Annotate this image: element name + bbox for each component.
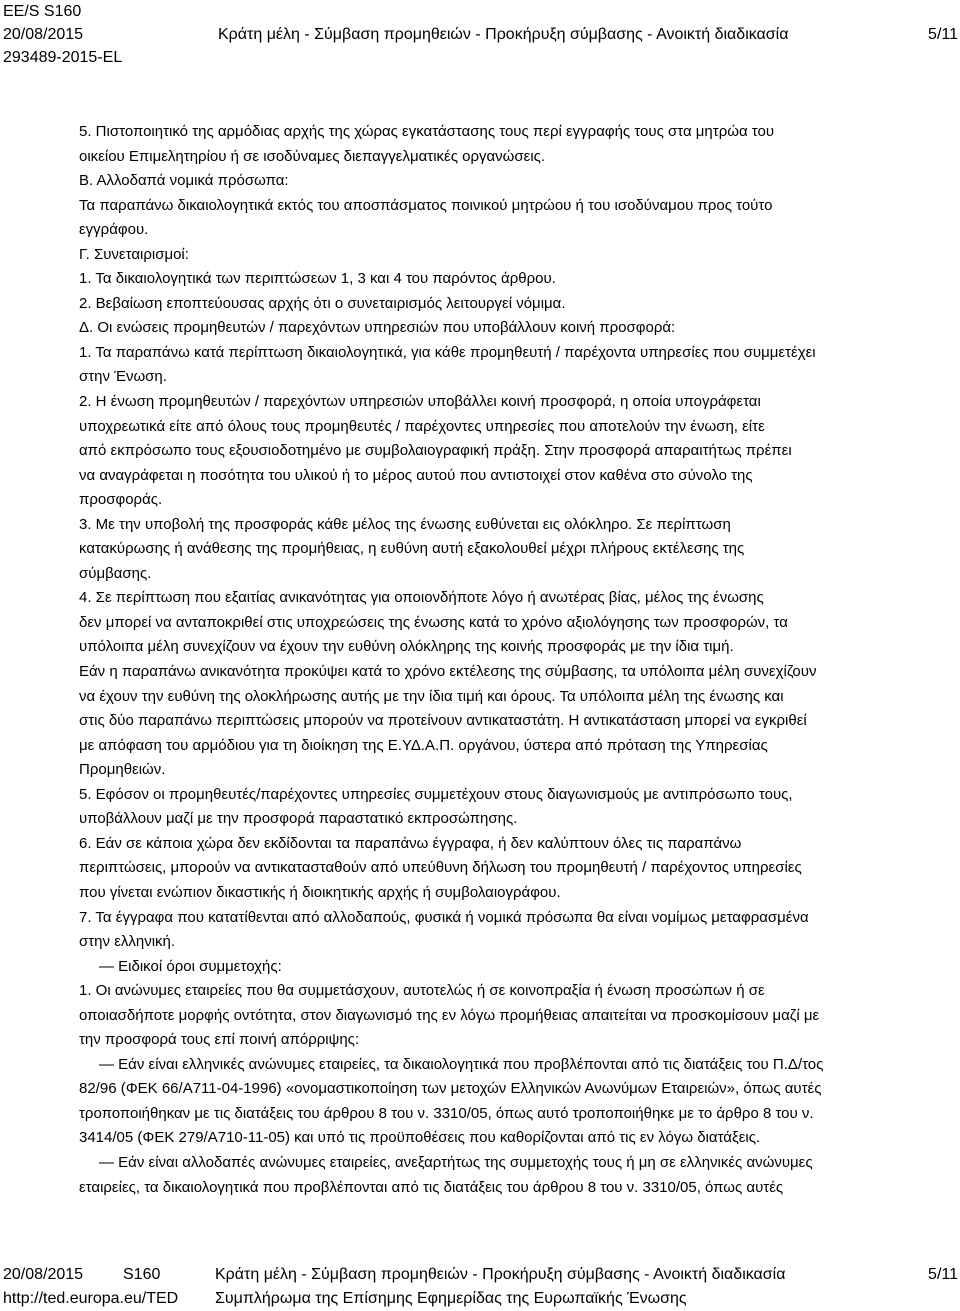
text-line: Δ. Οι ενώσεις προμηθευτών / παρεχόντων υπηρεσιών που υποβάλλουν κοινή προσφορά:: [79, 319, 676, 337]
dash-item-1-first-line: — Εάν είναι ελληνικές ανώνυμες εταιρείες, τα δικαιολογητικά που προβλέπονται από τις διατάξεις του Π.Δ/τος: [99, 1055, 824, 1073]
text-line: να έχουν την ευθύνη της ολοκλήρωσης αυτής με την ίδια τιμή και όρους. Τα υπόλοιπα μέλη της ένωσης και: [79, 687, 784, 705]
text-line: από εκπρόσωπο τους εξουσιοδοτημένο με συμβολαιογραφική πράξη. Στην προσφορά απαραιτήτως πρέπει: [79, 442, 792, 460]
text-line: υποβάλλουν μαζί με την προσφορά παραστατικό εκπροσώπησης.: [79, 810, 518, 828]
text-line: Γ. Συνεταιρισμοί:: [79, 245, 189, 263]
text-line: περιπτώσεις, μπορούν να αντικατασταθούν από υπεύθυνη δήλωση του προμηθευτή / παρέχοντος υπηρεσίες: [79, 859, 802, 877]
dash-item-2-rest: [79, 1176, 957, 1201]
header-page: 5/11: [928, 26, 958, 43]
text-line: 3414/05 (ΦΕΚ 279/Α710-11-05) και υπό τις προϋποθέσεις που καθορίζονται από τις εν λόγω διατάξεις.: [79, 1129, 761, 1147]
text-line: 2. Η ένωση προμηθευτών / παρεχόντων υπηρεσιών υποβάλλει κοινή προσφορά, η οποία υπογράφεται: [79, 393, 761, 411]
document-body: [79, 120, 957, 1200]
text-line: 4. Σε περίπτωση που εξαιτίας ανικανότητας για οποιονδήποτε λόγο ή ανωτέρας βίας, μέλος της ένωσης: [79, 589, 764, 607]
text-line: οποιασδήποτε μορφής οντότητα, στον διαγωνισμό της εν λόγω προμήθειας απαιτείται να προσκομίσουν μαζί με: [79, 1006, 820, 1024]
text-line: 2. Βεβαίωση εποπτεύουσας αρχής ότι ο συνεταιρισμός λειτουργεί νόμιμα.: [79, 294, 566, 312]
subheading: — Ειδικοί όροι συμμετοχής:: [99, 957, 282, 975]
text-line: τροποποιήθηκαν με τις διατάξεις του άρθρου 8 του ν. 3310/05, όπως αυτό τροποποιήθηκε με το άρθρο 8 του ν.: [79, 1104, 814, 1122]
header-ref: 293489-2015-EL: [3, 49, 123, 66]
footer-url[interactable]: http://ted.europa.eu/TED: [3, 1290, 179, 1307]
text-line: στην Ένωση.: [79, 368, 167, 386]
text-line: 7. Τα έγγραφα που κατατίθενται από αλλοδαπούς, φυσικά ή νομικά πρόσωπα θα είναι νομίμως μεταφρασμένα: [79, 908, 809, 926]
dash-item-2-first-line: — Εάν είναι αλλοδαπές ανώνυμες εταιρείες, ανεξαρτήτως της συμμετοχής τους ή μη σε ελληνικές ανώνυμες: [99, 1153, 813, 1171]
text-line: 1. Τα παραπάνω κατά περίπτωση δικαιολογητικά, για κάθε προμηθευτή / παρέχοντα υπηρεσίες που συμμετέχει: [79, 343, 816, 361]
text-line: Εάν η παραπάνω ανικανότητα προκύψει κατά το χρόνο εκτέλεσης της σύμβασης, τα υπόλοιπα μέλη συνεχίζουν: [79, 663, 817, 681]
text-line: Β. Αλλοδαπά νομικά πρόσωπα:: [79, 172, 289, 190]
text-line: 5. Εφόσον οι προμηθευτές/παρέχοντες υπηρεσίες συμμετέχουν στους διαγωνισμούς με αντιπρόσωπο τους,: [79, 785, 793, 803]
text-line: 1. Τα δικαιολογητικά των περιπτώσεων 1, 3 και 4 του παρόντος άρθρου.: [79, 270, 556, 288]
footer-title: Κράτη μέλη - Σύμβαση προμηθειών - Προκήρυξη σύμβασης - Ανοικτή διαδικασία: [215, 1266, 786, 1283]
text-line: στην ελληνική.: [79, 933, 176, 951]
text-line: 3. Με την υποβολή της προσφοράς κάθε μέλος της ένωσης ευθύνεται εις ολόκληρο. Σε περίπτωση: [79, 515, 731, 533]
dash-item-1-rest: [79, 1077, 957, 1151]
text-line: εγγράφου.: [79, 221, 149, 239]
footer-page: 5/11: [928, 1266, 958, 1283]
text-line: υπόλοιπα μέλη συνεχίζουν να έχουν την ευθύνη ολόκληρης της κοινής προσφοράς με την ίδια τιμή.: [79, 638, 734, 656]
text-line: υποχρεωτικά είτε από όλους τους προμηθευτές / παρέχοντες υπηρεσίες που αποτελούν την ένωση, είτε: [79, 417, 765, 435]
text-line: 5. Πιστοποιητικό της αρμόδιας αρχής της χώρας εγκατάστασης τους περί εγγραφής τους στα μητρώα του: [79, 123, 775, 140]
text-line: κατακύρωσης ή ανάθεσης της προμήθειας, η ευθύνη αυτή εξακολουθεί μέχρι πλήρους εκτέλεσης της: [79, 540, 745, 558]
text-line: με απόφαση του αρμόδιου για τη διοίκηση της Ε.ΥΔ.Α.Π. οργάνου, ύστερα από πρόταση της Υπηρεσίας: [79, 736, 768, 754]
footer-doc-code: S160: [123, 1266, 161, 1283]
text-line: 82/96 (ΦΕΚ 66/Α711-04-1996) «ονομαστικοποίηση των μετοχών Ελληνικών Ανωνύμων Εταιρειών», όπως αυτές: [79, 1080, 822, 1098]
text-line: 1. Οι ανώνυμες εταιρείες που θα συμμετάσχουν, αυτοτελώς ή σε κοινοπραξία ή ένωση προσώπων ή σε: [79, 982, 765, 1000]
text-line: την προσφορά τους επί ποινή απόρριψης:: [79, 1031, 360, 1049]
footer-date: 20/08/2015: [3, 1266, 84, 1283]
header-doc-code: EE/S S160: [3, 3, 82, 20]
header-date: 20/08/2015: [3, 26, 84, 43]
text-line: Τα παραπάνω δικαιολογητικά εκτός του αποσπάσματος ποινικού μητρώου ή του ισοδύναμου προς τούτο: [79, 196, 773, 214]
header-title: Κράτη μέλη - Σύμβαση προμηθειών - Προκήρυξη σύμβασης - Ανοικτή διαδικασία: [218, 26, 789, 43]
text-line: σύμβασης.: [79, 564, 152, 582]
text-line: Προμηθειών.: [79, 761, 166, 779]
body-lines: [79, 120, 957, 955]
page-header: [3, 0, 958, 69]
page-footer: [3, 1263, 958, 1311]
body-lines-2: [79, 979, 957, 1053]
text-line: εταιρείες, τα δικαιολογητικά που προβλέπονται από τις διατάξεις του άρθρου 8 του ν. 3310/05, όπως αυτές: [79, 1178, 784, 1196]
text-line: δεν μπορεί να ανταποκριθεί στις υποχρεώσεις της ένωσης κατά το χρόνο αξιολόγησης των προσφορών, τα: [79, 613, 788, 631]
text-line: που γίνεται ενώπιον δικαστικής ή διοικητικής αρχής ή συμβολαιογράφου.: [79, 883, 561, 901]
text-line: στις δύο παραπάνω περιπτώσεις μπορούν να προτείνουν αντικαταστάτη. Η αντικατάσταση μπορεί να εγκριθεί: [79, 712, 807, 730]
text-line: να αναγράφεται η ποσότητα του υλικού ή το μέρος αυτού που αντιστοιχεί στον καθένα στο σύνολο της: [79, 466, 753, 484]
text-line: οικείου Επιμελητηρίου ή σε ισοδύναμες διεπαγγελματικές οργανώσεις.: [79, 147, 546, 165]
text-line: 6. Εάν σε κάποια χώρα δεν εκδίδονται τα παραπάνω έγγραφα, ή δεν καλύπτουν όλες τις παραπάνω: [79, 834, 742, 852]
footer-supplement: Συμπλήρωμα της Επίσημης Εφημερίδας της Ευρωπαϊκής Ένωσης: [215, 1290, 687, 1307]
text-line: προσφοράς.: [79, 491, 163, 509]
